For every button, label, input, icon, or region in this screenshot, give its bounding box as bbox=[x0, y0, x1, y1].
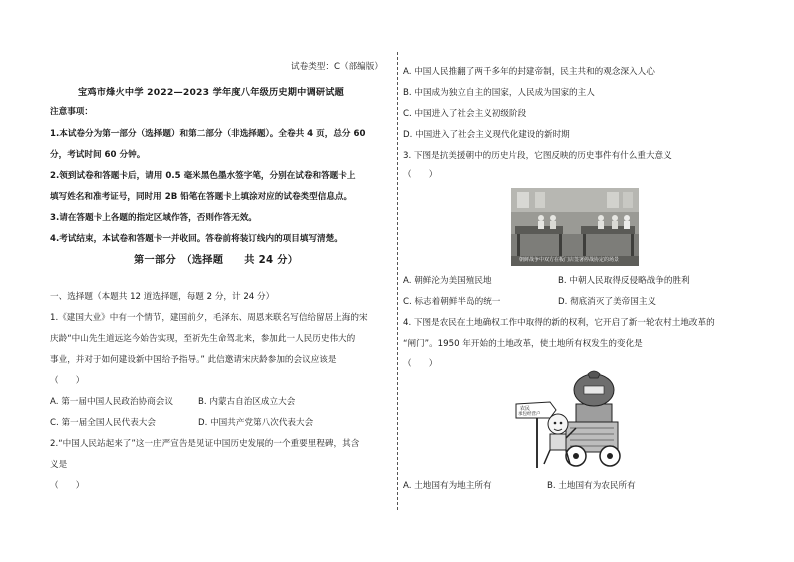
q2-option-d: D. 中国进入了社会主义现代化建设的新时期 bbox=[403, 130, 570, 140]
section-subheading: 一、选择题（本题共 12 道选择题，每题 2 分，计 24 分） bbox=[50, 292, 275, 302]
q1-answer-paren: （ ） bbox=[50, 376, 85, 386]
paper-type: 试卷类型：C（部编版） bbox=[291, 62, 383, 72]
q2-stem-line: 2.“中国人民站起来了”这一庄严宣告是见证中国历史发展的一个重要里程碑，其含 bbox=[50, 439, 360, 449]
q2-answer-paren: （ ） bbox=[50, 481, 85, 491]
notes-heading: 注意事项： bbox=[50, 107, 93, 117]
q4-option-b: B. 土地国有为农民所有 bbox=[547, 481, 636, 491]
cartoon-sign-text: 承包经营户 bbox=[518, 412, 541, 417]
q4-stem-line: “闸门”。1950 年开始的土地改革，使土地所有权发生的变化是 bbox=[403, 339, 643, 349]
note-line: 1.本试卷分为第一部分（选择题）和第二部分（非选择题）。全卷共 4 页，总分 60 bbox=[50, 129, 366, 139]
cartoon-sign-text: 农民 bbox=[520, 406, 531, 412]
q2-option-b: B. 中国成为独立自主的国家，人民成为国家的主人 bbox=[403, 88, 595, 98]
q4-stem-line: 4. 下图是农民在土地确权工作中取得的新的权利，它开启了新一轮农村土地改革的 bbox=[403, 318, 715, 328]
q4-option-a: A. 土地国有为地主所有 bbox=[403, 481, 492, 491]
q1-option-a: A. 第一届中国人民政治协商会议 bbox=[50, 397, 173, 407]
note-line: 4.考试结束，本试卷和答题卡一并收回。答卷前将装订线内的项目填写清楚。 bbox=[50, 234, 343, 244]
q3-option-b: B. 中朝人民取得反侵略战争的胜利 bbox=[558, 276, 690, 286]
q1-stem-line: 庆龄“中山先生道远迄今始告实现，至祈先生命驾北来，参加此一人民历史伟大的 bbox=[50, 334, 356, 344]
part1-heading: 第一部分 （选择题 共 24 分） bbox=[134, 255, 299, 266]
column-divider bbox=[397, 52, 398, 510]
q3-stem-line: 3. 下图是抗美援朝中的历史片段，它图反映的历史事件有什么重大意义 bbox=[403, 151, 672, 161]
note-line: 2.领到试卷和答题卡后，请用 0.5 毫米黑色墨水签字笔，分别在试卷和答题卡上 bbox=[50, 171, 356, 181]
q3-option-c: C. 标志着朝鲜半岛的统一 bbox=[403, 297, 501, 307]
q3-option-a: A. 朝鲜沦为美国殖民地 bbox=[403, 276, 492, 286]
note-line: 分，考试时间 60 分钟。 bbox=[50, 150, 146, 160]
note-line: 填写姓名和准考证号，同时用 2B 铅笔在答题卡上填涂对应的试卷类型信息点。 bbox=[50, 192, 353, 202]
exam-title: 宝鸡市烽火中学 2022—2023 学年度八年级历史期中调研试题 bbox=[78, 87, 345, 98]
q1-stem-line: 事业，并对于如何建设新中国给予指导。” 此信邀请宋庆龄参加的会议应该是 bbox=[50, 355, 337, 365]
land-cartoon bbox=[510, 368, 638, 472]
q2-option-c: C. 中国进入了社会主义初级阶段 bbox=[403, 109, 527, 119]
q4-answer-paren: （ ） bbox=[403, 359, 438, 369]
photo-caption: 朝鲜战争中双方在板门店签署停战协定的场景 bbox=[519, 257, 620, 263]
q3-option-d: D. 彻底消灭了美帝国主义 bbox=[558, 297, 657, 307]
note-line: 3.请在答题卡上各题的指定区域作答，否则作答无效。 bbox=[50, 213, 257, 223]
q1-option-c: C. 第一届全国人民代表大会 bbox=[50, 418, 156, 428]
q1-stem-line: 1.《建国大业》中有一个情节，建国前夕，毛泽东、周恩来联名写信给留居上海的宋 bbox=[50, 313, 368, 323]
q2-option-a: A. 中国人民推翻了两千多年的封建帝制，民主共和的观念深入人心 bbox=[403, 67, 655, 77]
q1-option-b: B. 内蒙古自治区成立大会 bbox=[198, 397, 296, 407]
armistice-photo bbox=[511, 188, 639, 266]
q3-answer-paren: （ ） bbox=[403, 170, 438, 180]
q1-option-d: D. 中国共产党第八次代表大会 bbox=[198, 418, 314, 428]
q2-stem-line: 义是 bbox=[50, 460, 68, 470]
